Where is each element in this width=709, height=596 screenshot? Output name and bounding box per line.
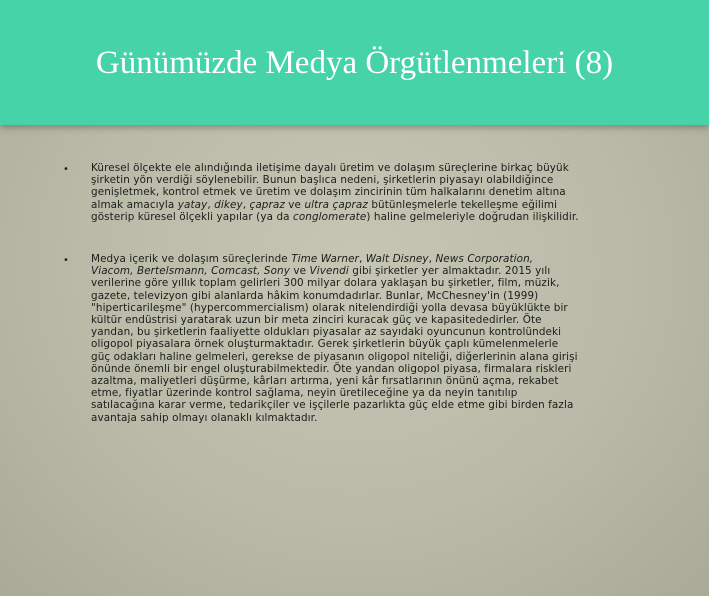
text-run: , bbox=[207, 198, 215, 211]
slide-title: Günümüzde Medya Örgütlenmeleri (8) bbox=[95, 45, 614, 81]
text-run: Medya içerik ve dolaşım süreçlerinde bbox=[91, 253, 292, 265]
bullet-paragraph-1 bbox=[91, 162, 671, 223]
text-run: ve bbox=[289, 265, 310, 278]
italic-term: conglomerate bbox=[293, 210, 367, 223]
italic-term: News Corporation, Viacom, Bertelsmann, Comcast, Sony bbox=[91, 253, 534, 278]
italic-term: dikey bbox=[214, 198, 243, 211]
italic-term: yatay bbox=[177, 198, 208, 211]
text-run: bütünleşmelerle tekelleşme eğilimi gösterip küresel ölçekli yapılar (ya da bbox=[91, 198, 558, 223]
bullet-marker: • bbox=[63, 255, 69, 266]
text-run: gibi şirketler yer almaktadır. 2015 yılı verilerine göre yıllık toplam gelirleri 300 milyar dolara yaklaşan bu şirketler, film, müzik, gazete, televizyon gibi alanlarda hâkim konumdadırlar. Bunlar, McChesney'in (1999) "hiperticarileşme" (hypercommercialism) olarak nitelendirdiği yolla devasa büyüklükte bir kültür endüstrisi yaratarak uzun bir meta zinciri kuracak güç ve kapasitededirler. Öte yandan, bu şirketlerin faaliyette oldukları piyasalar az sayıdaki oyuncunun kontrolündeki oligopol piyasalara örnek oluşturmaktadır. Gerek şirketlerin büyük çaplı kümelenmelerle güç odakları haline gelmeleri, gerekse de piyasanın oligopol niteliği, diğerlerinin alana girişi önünde önemli bir engel oluşturabilmektedir. Öte yandan oligopol piyasa, firmalara riskleri azaltma, maliyetleri düşürme, kârları artırma, yeni kâr fırsatlarının önünü açma, rekabet etme, fiyatlar üzerinde kontrol sağlama, neyin üretileceğine ya da neyin tanıtılıp satılacağına karar verme, tedarikçiler ve işçilerle pazarlıkta güç elde etme gibi birden fazla avantaja sahip olmayı olanaklı kılmaktadır. bbox=[91, 265, 578, 424]
italic-term: ultra çapraz bbox=[304, 198, 368, 211]
text-run: Küresel ölçekte ele alındığında iletişime dayalı üretim ve dolaşım süreçlerine birkaç büyük şirketin yön verdiği söylenebilir. Bunun başlıca nedeni, şirketlerin piyasayı olabildiğince genişletmek, kontrol etmek ve üretim ve dolaşım zincirinin tüm halkalarını denetim altına almak amacıyla bbox=[91, 162, 569, 211]
text-run: ve bbox=[284, 198, 305, 211]
italic-term: Walt Disney bbox=[365, 253, 429, 265]
text-run: ) haline gelmeleriyle doğrudan ilişkilidir. bbox=[366, 210, 579, 223]
italic-term: Time Warner bbox=[291, 253, 359, 265]
text-run: , bbox=[242, 198, 250, 211]
bullet-paragraph-2 bbox=[91, 253, 671, 424]
bullet-marker: • bbox=[63, 164, 69, 175]
text-run: , bbox=[428, 253, 436, 265]
italic-term: Vivendi bbox=[309, 265, 349, 278]
text-run: , bbox=[358, 253, 366, 265]
italic-term: çapraz bbox=[249, 198, 285, 211]
